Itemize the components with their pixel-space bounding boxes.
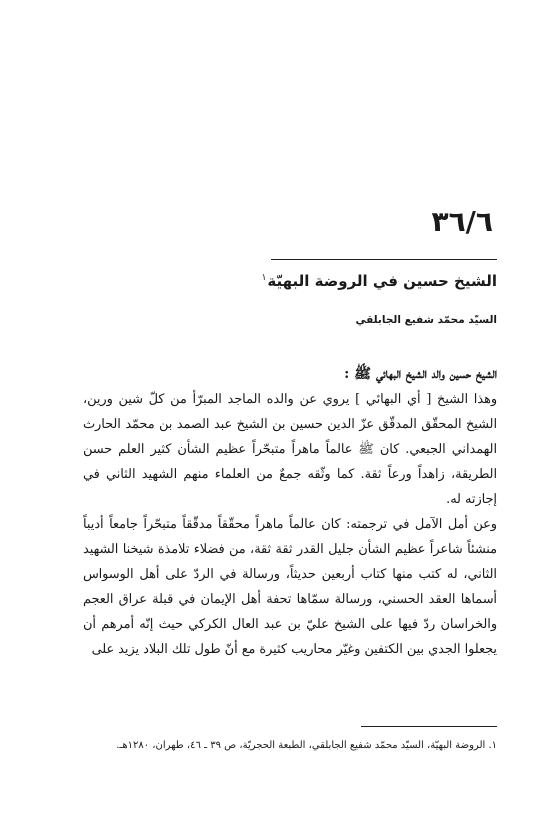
article-title-text: الشيخ حسين في الروضة البهيّة [267,272,497,290]
footnote-reference: ١ [261,273,267,283]
article-title [262,272,497,290]
section-number: ٣٦/٦ [431,205,493,238]
paragraph: وهذا الشيخ [ أي البهائي ] يروي عن والده الماجد المبرّأ من كلّ شين ورين، الشيخ المحقّق المدقّق عزّ الدين حسين بن الشيخ عبد الصمد بن محمّد الحارث الهمداني الجبعي. كان ﷺ عالماً ماهراً متبحّراً عظيم الشأن كثير العلم حسن الطريقة، زاهداً ورعاً ثقة. كما وثّقه جمعٌ من العلماء منهم الشهيد الثاني في إجازته له. [83,392,497,507]
body-text [83,362,497,662]
body-heading: الشيخ حسين والد الشيخ البهائي ﷺ : [344,366,497,382]
footnote-divider [361,726,497,727]
paragraph: وعن أمل الآمل في ترجمته: كان عالماً ماهراً محقّقاً مدقّقاً متبحّراً جامعاً أديباً منشئاً شاعراً عظيم الشأن جليل القدر ثقة ثقة، من فضلاء تلامذة شيخنا الشهيد الثاني، له كتب منها كتاب أربعين حديثاً، ورسالة في الردّ على أهل الوسواس أسماها العقد الحسني، ورسالة سمّاها تحفة أهل الإيمان في قبلة عراق العجم والخراسان ردّ فيها على الشيخ عليّ بن عبد العال الكركي حيث إنّه أمرهم أن يجعلوا الجدي بين الكتفين وغيّر محاريب كثيرة مع أنّ طول تلك البلاد يزيد على [83,517,497,657]
article-author: السيّد محمّد شفيع الجابلقي [355,314,497,326]
title-divider [271,259,497,260]
footnote: ١. الروضة البهيّة، السيّد محمّد شفيع الجابلقي، الطبعة الحجريّة، ص ٣٩ ـ ٤٦، طهران، ١٢٨٠هـ. [116,740,497,751]
